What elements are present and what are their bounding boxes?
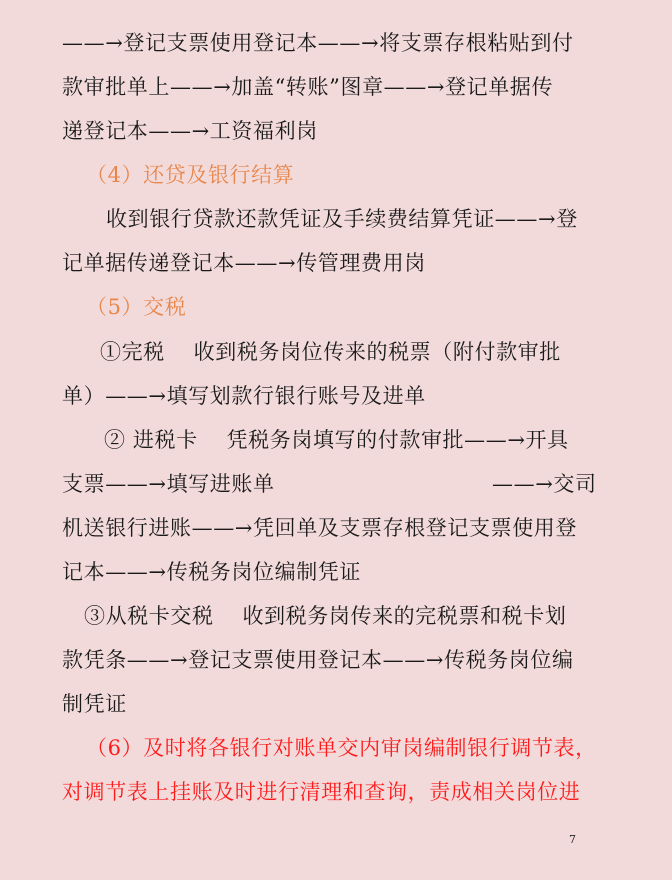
text-line-12: 机送银行进账——→凭回单及支票存根登记支票使用登: [62, 516, 577, 540]
text-line-11: 支票——→填写进账单: [62, 472, 275, 496]
text-line-3: 递登记本——→工资福利岗: [62, 119, 318, 143]
text-line-6: 记单据传递登记本——→传管理费用岗: [62, 251, 426, 275]
text-line-14: ③从税卡交税 收到税务岗传来的完税票和税卡划: [84, 604, 567, 628]
section-heading-5: （5）交税: [86, 295, 187, 319]
text-line-10: ② 进税卡 凭税务岗填写的付款审批——→开具: [104, 428, 569, 452]
text-line-9: 单）——→填写划款行银行账号及进单: [62, 384, 426, 408]
section-heading-4: （4）还贷及银行结算: [86, 163, 295, 187]
text-line-13: 记本——→传税务岗位编制凭证: [62, 560, 361, 584]
text-line-8: ①完税 收到税务岗位传来的税票（附付款审批: [100, 340, 561, 364]
text-line-2: 款审批单上——→加盖“转账”图章——→登记单据传: [62, 75, 554, 99]
text-line-11-right: ——→交司: [492, 472, 597, 496]
text-line-5: 收到银行贷款还款凭证及手续费结算凭证——→登: [106, 207, 578, 231]
highlight-line-2: 对调节表上挂账及时进行清理和查询，责成相关岗位进: [62, 780, 581, 804]
text-line-16: 制凭证: [62, 692, 127, 716]
text-line-1: ——→登记支票使用登记本——→将支票存根粘贴到付: [62, 31, 574, 55]
text-line-15: 款凭条——→登记支票使用登记本——→传税务岗位编: [62, 648, 574, 672]
page-number: 7: [569, 833, 576, 846]
highlight-line-1: （6）及时将各银行对账单交内审岗编制银行调节表，: [86, 736, 597, 760]
